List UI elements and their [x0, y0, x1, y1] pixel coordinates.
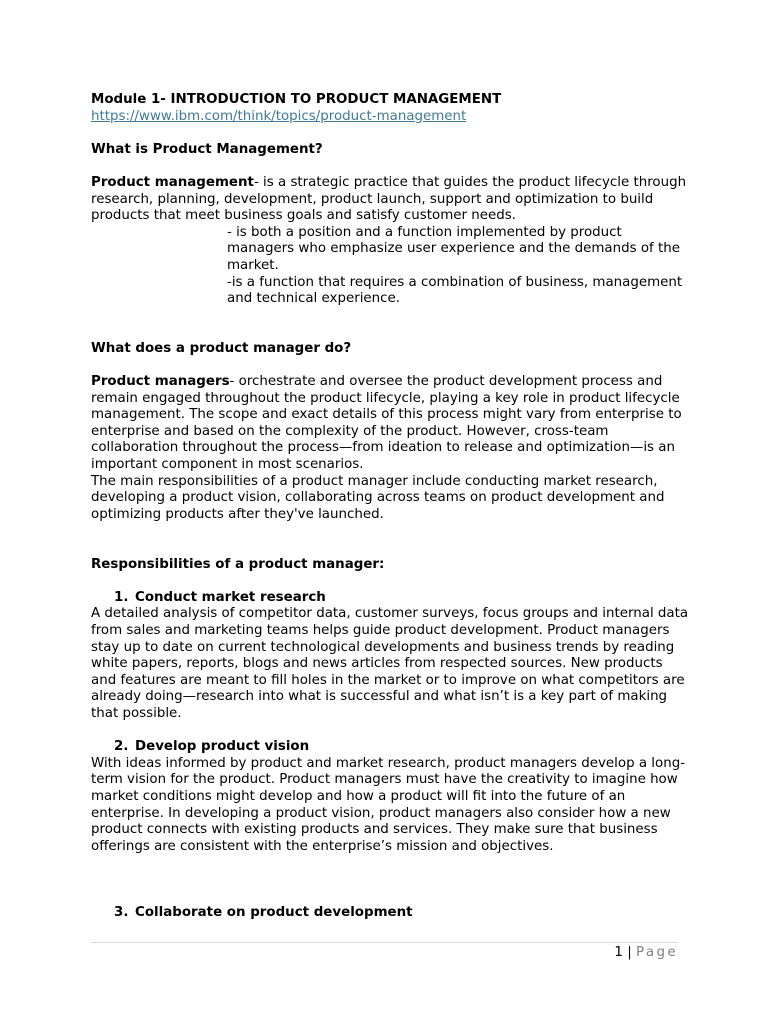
- item-3-number: 3.: [114, 905, 129, 921]
- module-title: Module 1- INTRODUCTION TO PRODUCT MANAGEMENT: [91, 92, 502, 107]
- item-1-number: 1.: [114, 589, 129, 605]
- page-number: 1: [614, 945, 623, 960]
- item-1-heading: [91, 590, 691, 607]
- item-2-heading: [91, 739, 691, 756]
- page-word: Page: [635, 945, 678, 960]
- item-2-title: Develop product vision: [135, 739, 310, 755]
- pm-term: Product management: [91, 174, 254, 190]
- item-3-heading: [91, 905, 691, 922]
- footer-separator: |: [627, 945, 632, 960]
- pm-definition-3: -is a function that requires a combination of business, management and technical experience.: [227, 274, 683, 307]
- pmgr-main-responsibilities: The main responsibilities of a product manager include conducting market research, developing a product vision, collaborating across teams on product development and optimizing products after they've launched.: [91, 473, 665, 522]
- pmgr-definition: - orchestrate and oversee the product development process and remain engaged throughout the product lifecycle, playing a key role in product lifecycle management. The scope and exact details of this process might vary from enterprise to enterprise and based on the complexity of the product. However, cross-team collaboration throughout the process—from ideation to release and optimization—is an important component in most scenarios.: [91, 374, 682, 473]
- pmgr-term: Product managers: [91, 374, 230, 390]
- item-3-title: Collaborate on product development: [135, 905, 413, 921]
- document-page: [91, 92, 691, 922]
- ibm-link[interactable]: https://www.ibm.com/think/topics/product-management: [91, 108, 467, 124]
- item-1-title: Conduct market research: [135, 589, 326, 605]
- question-what-pm-does: What does a product manager do?: [91, 340, 352, 356]
- item-2-body: With ideas informed by product and market research, product managers develop a long-term vision for the product. Product managers must have the creativity to imagine how market conditions might develop and how a product will fit into the future of an enterprise. In developing a product vision, product managers also consider how a new product connects with existing products and services. They make sure that business offerings are consistent with the enterprise’s mission and objectives.: [91, 755, 686, 854]
- item-1-body: A detailed analysis of competitor data, customer surveys, focus groups and internal data from sales and marketing teams helps guide product development. Product managers stay up to date on current technological developments and business trends by reading white papers, reports, blogs and news articles from respected sources. New products and features are meant to fill holes in the market or to improve on what competitors are already doing—research into what is successful and what isn’t is a key part of making that possible.: [91, 606, 689, 721]
- question-what-is-pm: What is Product Management?: [91, 141, 323, 157]
- page-footer: [614, 944, 678, 962]
- pm-definition-2: - is both a position and a function implemented by product managers who emphasize user experience and the demands of the market.: [227, 224, 680, 273]
- pm-definition-paragraph: [91, 175, 691, 225]
- item-2-number: 2.: [114, 739, 129, 755]
- pmgr-definition-paragraph: [91, 374, 691, 474]
- footer-divider: [91, 942, 678, 943]
- responsibilities-heading: Responsibilities of a product manager:: [91, 556, 385, 572]
- pm-definition-1: - is a strategic practice that guides the product lifecycle through research, planning, development, product launch, support and optimization to build products that meet business goals and satisfy customer needs.: [91, 174, 687, 224]
